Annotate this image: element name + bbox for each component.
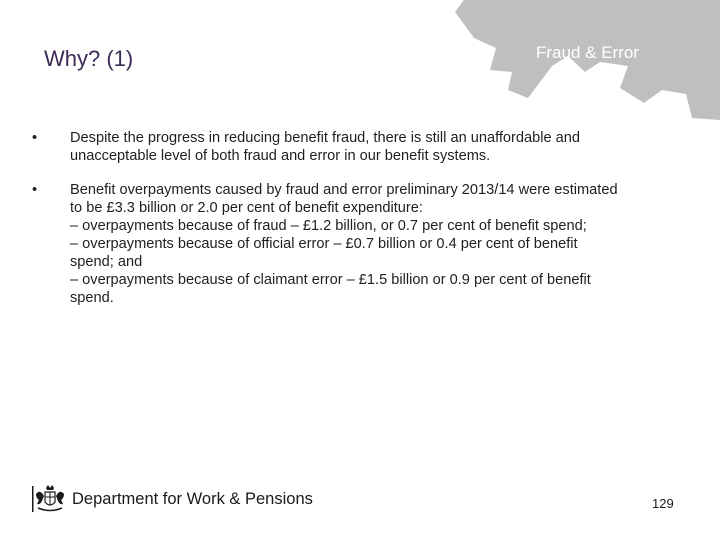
bullet-list	[32, 129, 682, 323]
bullet-line: – overpayments because of fraud – £1.2 billion, or 0.7 per cent of benefit spend;	[70, 218, 587, 234]
bullet-line: unacceptable level of both fraud and error in our benefit systems.	[70, 148, 491, 164]
bullet-item	[32, 181, 682, 307]
bullet-line: Despite the progress in reducing benefit fraud, there is still an unaffordable and	[70, 130, 581, 146]
bullet-marker: •	[32, 130, 38, 146]
bullet-line: to be £3.3 billion or 2.0 per cent of benefit expenditure:	[70, 200, 423, 216]
bullet-marker: •	[32, 182, 38, 198]
department-logo	[30, 484, 313, 514]
department-name: Department for Work & Pensions	[72, 489, 313, 508]
bullet-line: – overpayments because of official error – £0.7 billion or 0.4 per cent of benefit	[70, 236, 578, 252]
bullet-line: – overpayments because of claimant error – £1.5 billion or 0.9 per cent of benefit	[70, 272, 591, 288]
royal-crest-icon	[30, 484, 68, 514]
page-title: Why? (1)	[44, 46, 134, 71]
bullet-line: spend.	[70, 290, 114, 306]
section-label: Fraud & Error	[536, 43, 639, 62]
page-number: 129	[652, 496, 674, 511]
bullet-line: Benefit overpayments caused by fraud and error preliminary 2013/14 were estimated	[70, 182, 618, 198]
bullet-item	[32, 129, 682, 165]
bullet-line: spend; and	[70, 254, 143, 270]
